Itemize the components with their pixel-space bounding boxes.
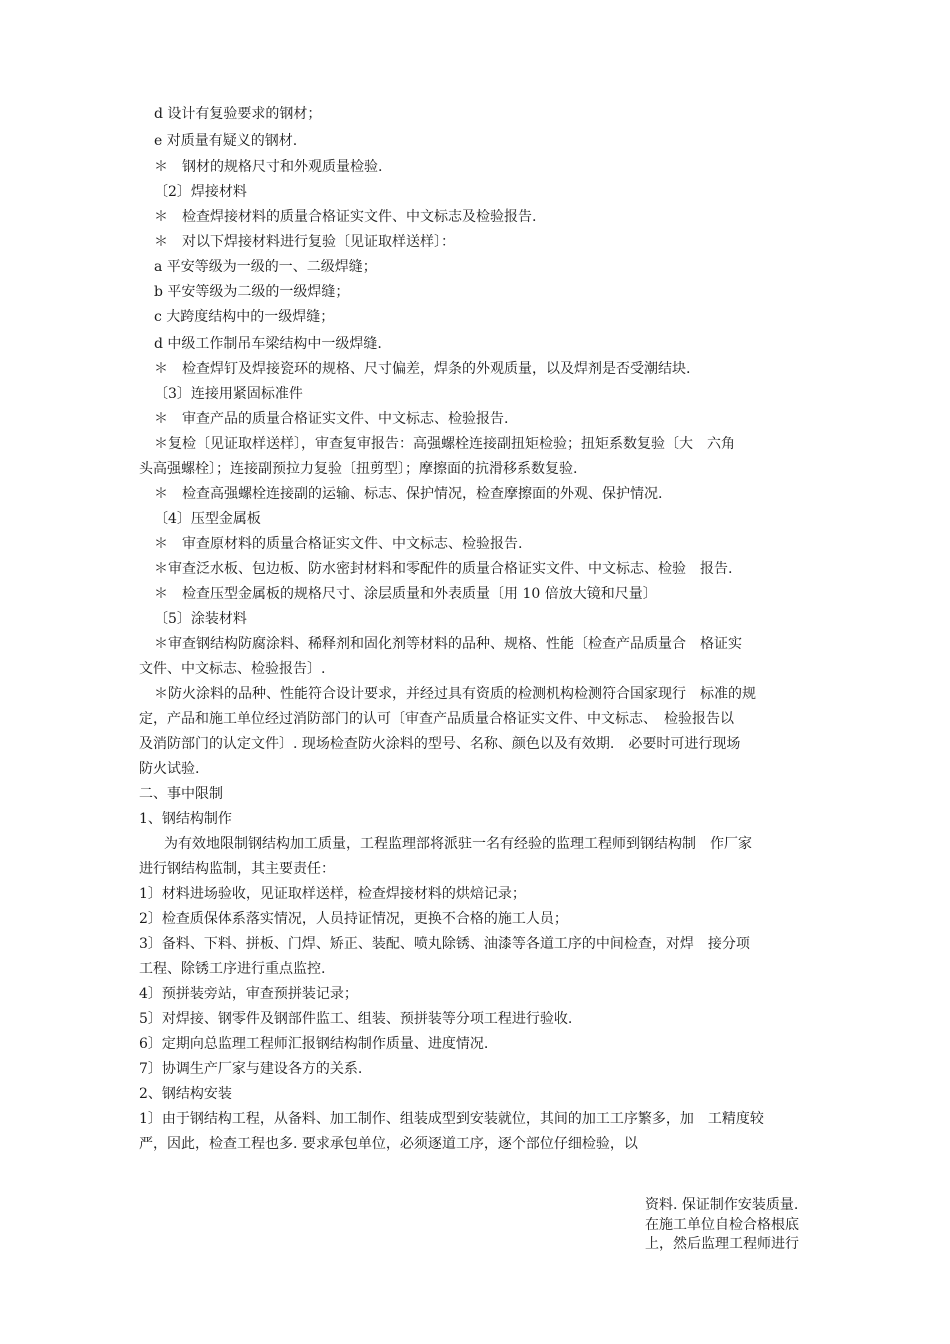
text-line: ＊审查钢结构防腐涂料、稀释剂和固化剂等材料的品种、规格、性能〔检查产品质量合 格证实 xyxy=(154,636,742,652)
text-line: 为有效地限制钢结构加工质量，工程监理部将派驻一名有经验的监理工程师到钢结构制 作厂家 xyxy=(164,836,752,852)
side-note-line: 在施工单位自检合格根底 xyxy=(645,1216,799,1233)
text-line: 文件、中文标志、检验报告〕. xyxy=(139,661,326,677)
text-line: 〔2〕焊接材料 xyxy=(154,184,247,200)
text-line: ＊ 检查焊接材料的质量合格证实文件、中文标志及检验报告. xyxy=(154,209,537,225)
text-line: b 平安等级为二级的一级焊缝； xyxy=(154,284,350,300)
text-line: 5〕对焊接、钢零件及钢部件监工、组装、预拼装等分项工程进行验收. xyxy=(139,1011,573,1027)
text-line: 严，因此，检查工程也多. 要求承包单位，必须逐道工序，逐个部位仔细检验，以 xyxy=(139,1136,638,1152)
text-line: 及消防部门的认定文件〕. 现场检查防火涂料的型号、名称、颜色以及有效期. 必要时可进行现场 xyxy=(139,736,741,752)
text-line: 7〕协调生产厂家与建设各方的关系. xyxy=(139,1061,363,1077)
text-line: 二、事中限制 xyxy=(139,786,223,802)
text-line: d 中级工作制吊车梁结构中一级焊缝. xyxy=(154,336,382,352)
text-line: ＊ 检查压型金属板的规格尺寸、涂层质量和外表质量〔用 10 倍放大镜和尺量〕 xyxy=(154,586,657,602)
text-line: 3〕备料、下料、拼板、门焊、矫正、装配、喷丸除锈、油漆等各道工序的中间检查，对焊 接分项 xyxy=(139,936,750,952)
text-line: ＊ 审查产品的质量合格证实文件、中文标志、检验报告. xyxy=(154,411,509,427)
text-line: 头高强螺栓〕；连接副预拉力复验〔扭剪型〕；摩擦面的抗滑移系数复验. xyxy=(139,461,578,477)
text-line: 〔4〕压型金属板 xyxy=(154,511,261,527)
side-note-line: 上，然后监理工程师进行 xyxy=(645,1236,799,1252)
text-line: 1、钢结构制作 xyxy=(139,811,232,827)
text-line: 定，产品和施工单位经过消防部门的认可〔审查产品质量合格证实文件、中文标志、 检验报告以 xyxy=(139,711,734,727)
text-line: a 平安等级为一级的一、二级焊缝； xyxy=(154,259,377,275)
side-note xyxy=(645,1196,835,1255)
text-line: 防火试验. xyxy=(139,761,200,777)
text-line: 进行钢结构监制，其主要责任： xyxy=(139,861,335,877)
text-line: 工程、除锈工序进行重点监控. xyxy=(139,961,326,977)
text-line: ＊ 钢材的规格尺寸和外观质量检验. xyxy=(154,159,383,175)
text-line: ＊ 检查焊钉及焊接瓷环的规格、尺寸偏差，焊条的外观质量，以及焊剂是否受潮结块. xyxy=(154,361,691,377)
text-line: 〔5〕涂装材料 xyxy=(154,611,247,627)
text-line: 6〕定期向总监理工程师汇报钢结构制作质量、进度情况. xyxy=(139,1036,489,1052)
text-line: ＊ 检查高强螺栓连接副的运输、标志、保护情况，检查摩擦面的外观、保护情况. xyxy=(154,486,663,502)
text-line: 1〕材料进场验收，见证取样送样，检查焊接材料的烘焙记录； xyxy=(139,886,526,902)
text-line: c 大跨度结构中的一级焊缝； xyxy=(154,309,335,325)
text-line: e 对质量有疑义的钢材. xyxy=(154,133,298,149)
text-line: ＊ 审查原材料的质量合格证实文件、中文标志、检验报告. xyxy=(154,536,523,552)
text-line: 2〕检查质保体系落实情况，人员持证情况，更换不合格的施工人员； xyxy=(139,911,568,927)
text-line: ＊ 对以下焊接材料进行复验〔见证取样送样〕： xyxy=(154,234,455,250)
text-line: ＊复检〔见证取样送样〕，审查复审报告：高强螺栓连接副扭矩检验；扭矩系数复验〔大 六角 xyxy=(154,436,735,452)
text-line: ＊审查泛水板、包边板、防水密封材料和零配件的质量合格证实文件、中文标志、检验 报告. xyxy=(154,561,733,577)
text-line: d 设计有复验要求的钢材； xyxy=(154,106,322,122)
text-line: ＊防火涂料的品种、性能符合设计要求，并经过具有资质的检测机构检测符合国家现行 标准的规 xyxy=(154,686,756,702)
text-line: 4〕预拼装旁站，审查预拼装记录； xyxy=(139,986,358,1002)
text-line: 1〕由于钢结构工程，从备料、加工制作、组装成型到安装就位，其间的加工工序繁多，加 工精度较 xyxy=(139,1111,764,1127)
side-note-line: 资料. 保证制作安装质量. xyxy=(645,1197,799,1213)
text-line: 〔3〕连接用紧固标准件 xyxy=(154,386,303,402)
text-line: 2、钢结构安装 xyxy=(139,1086,232,1102)
